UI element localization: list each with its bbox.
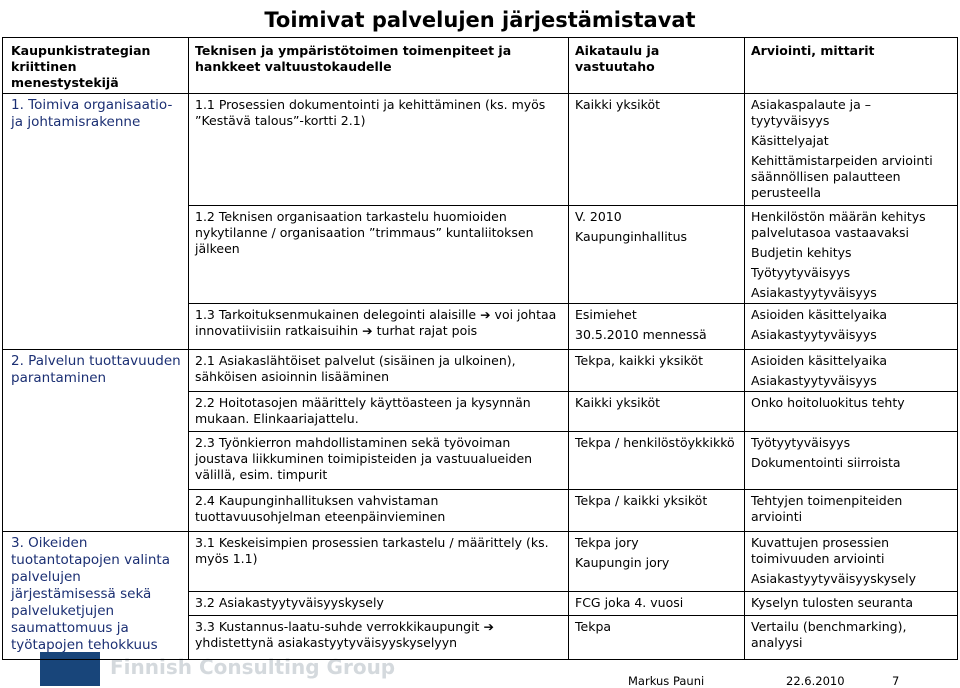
measure-item: Käsittelyajat [751, 133, 829, 148]
schedule-item: Esimiehet [575, 307, 637, 322]
measure-item: Asiakastyytyväisyys [751, 373, 877, 388]
measures-cell [745, 392, 958, 432]
table-row [3, 532, 958, 592]
arrow-icon: ➔ [362, 323, 373, 338]
action-cell: 3.2 Asiakastyytyväisyyskysely [189, 592, 569, 616]
schedule-item: Tekpa jory [575, 535, 639, 550]
schedule-item: Kaupunginhallitus [575, 229, 688, 244]
schedule-cell: FCG joka 4. vuosi [569, 592, 745, 616]
schedule-cell: Kaikki yksiköt [569, 392, 745, 432]
schedule-cell: Tekpa / henkilöstöykkikkö [569, 432, 745, 490]
measure-item: Henkilöstön määrän kehitys palvelutasoa vastaavaksi [751, 209, 926, 240]
header-cell: Arviointi, mittarit [745, 38, 958, 94]
measure-item: Vertailu (benchmarking), analyysi [751, 619, 907, 650]
measures-cell [745, 432, 958, 490]
measures-cell [745, 350, 958, 392]
measures-cell [745, 592, 958, 616]
measures-cell [745, 304, 958, 350]
title-bar [0, 0, 960, 40]
action-text: yhdistettynä asiakastyytyväisyyskyselyyn [195, 635, 458, 650]
arrow-icon: ➔ [483, 619, 494, 634]
action-text: voi johtaa innovatiivisiin ratkaisuihin [195, 307, 557, 338]
measures-cell [745, 206, 958, 304]
schedule-item: 30.5.2010 mennessä [575, 327, 707, 342]
category-cell: 1. Toimiva organisaatio- ja johtamisrakenne [3, 94, 189, 350]
table-row [3, 350, 958, 392]
schedule-cell [569, 304, 745, 350]
action-cell: 2.4 Kaupunginhallituksen vahvistaman tuottavuusohjelman eteenpäinvieminen [189, 490, 569, 532]
measure-item: Tehtyjen toimenpiteiden arviointi [751, 493, 903, 524]
category-cell: 3. Oikeiden tuotantotapojen valinta palvelujen järjestämisessä sekä palveluketjujen saumattomuus ja työtapojen tehokkuus [3, 532, 189, 660]
schedule-item: Kaupungin jory [575, 555, 670, 570]
measure-item: Budjetin kehitys [751, 245, 852, 260]
schedule-cell: Tekpa [569, 616, 745, 660]
measure-item: Työtyytyväisyys [751, 265, 851, 280]
category-cell: 2. Palvelun tuottavuuden parantaminen [3, 350, 189, 532]
measures-cell [745, 616, 958, 660]
action-table [2, 37, 958, 660]
footer-author: Markus Pauni [628, 674, 705, 688]
measure-item: Onko hoitoluokitus tehty [751, 395, 905, 410]
page-title: Toimivat palvelujen järjestämistavat [264, 8, 696, 32]
schedule-cell [569, 532, 745, 592]
measures-cell [745, 490, 958, 532]
arrow-icon: ➔ [480, 307, 491, 322]
header-cell: Teknisen ja ympäristötoimen toimenpiteet ja hankkeet valtuustokaudelle [189, 38, 569, 94]
measures-cell [745, 94, 958, 206]
measure-item: Kehittämistarpeiden arviointi säännöllisen palautteen perusteella [751, 153, 933, 200]
action-cell: 1.1 Prosessien dokumentointi ja kehittäminen (ks. myös ”Kestävä talous”-kortti 2.1) [189, 94, 569, 206]
action-cell: 2.3 Työnkierron mahdollistaminen sekä työvoiman joustava liikkuminen toimipisteiden ja vastuualueiden välillä, esim. timpurit [189, 432, 569, 490]
measure-item: Asiakaspalaute ja – tyytyväisyys [751, 97, 871, 128]
schedule-cell [569, 206, 745, 304]
schedule-cell: Tekpa / kaikki yksiköt [569, 490, 745, 532]
measures-cell [745, 532, 958, 592]
action-cell: 2.1 Asiakaslähtöiset palvelut (sisäinen ja ulkoinen), sähköisen asioinnin lisääminen [189, 350, 569, 392]
measure-item: Asiakastyytyväisyys [751, 327, 877, 342]
footer-page: 7 [892, 674, 900, 688]
measure-item: Työtyytyväisyys [751, 435, 851, 450]
measure-item: Asioiden käsittelyaika [751, 307, 888, 322]
table-header-row [3, 38, 958, 94]
action-cell: 1.2 Teknisen organisaation tarkastelu huomioiden nykytilanne / organisaation ”trimmaus” kuntaliitoksen jälkeen [189, 206, 569, 304]
measure-item: Asioiden käsittelyaika [751, 353, 888, 368]
header-cell: Aikataulu ja vastuutaho [569, 38, 745, 94]
measure-item: Dokumentointi siirroista [751, 455, 901, 470]
action-cell: 2.2 Hoitotasojen määrittely käyttöasteen ja kysynnän mukaan. Elinkaariajattelu. [189, 392, 569, 432]
header-cell: Kaupunkistrategian kriittinen menestystekijä [3, 38, 189, 94]
measure-item: Kyselyn tulosten seuranta [751, 595, 914, 610]
footer-date: 22.6.2010 [786, 674, 845, 688]
action-text: 1.3 Tarkoituksenmukainen delegointi alaisille [195, 307, 477, 322]
action-text: turhat rajat pois [376, 323, 478, 338]
action-cell: 3.1 Keskeisimpien prosessien tarkastelu / määrittely (ks. myös 1.1) [189, 532, 569, 592]
schedule-cell: Tekpa, kaikki yksiköt [569, 350, 745, 392]
action-cell [189, 304, 569, 350]
action-text: 3.3 Kustannus-laatu-suhde verrokkikaupungit [195, 619, 480, 634]
fcg-logo-text: Finnish Consulting Group [110, 655, 396, 679]
measure-item: Asiakastyytyväisyyskysely [751, 571, 916, 586]
schedule-item: V. 2010 [575, 209, 622, 224]
measure-item: Asiakastyytyväisyys [751, 285, 877, 300]
action-cell [189, 616, 569, 660]
measure-item: Kuvattujen prosessien toimivuuden arviointi [751, 535, 890, 566]
schedule-cell: Kaikki yksiköt [569, 94, 745, 206]
table-row [3, 94, 958, 206]
